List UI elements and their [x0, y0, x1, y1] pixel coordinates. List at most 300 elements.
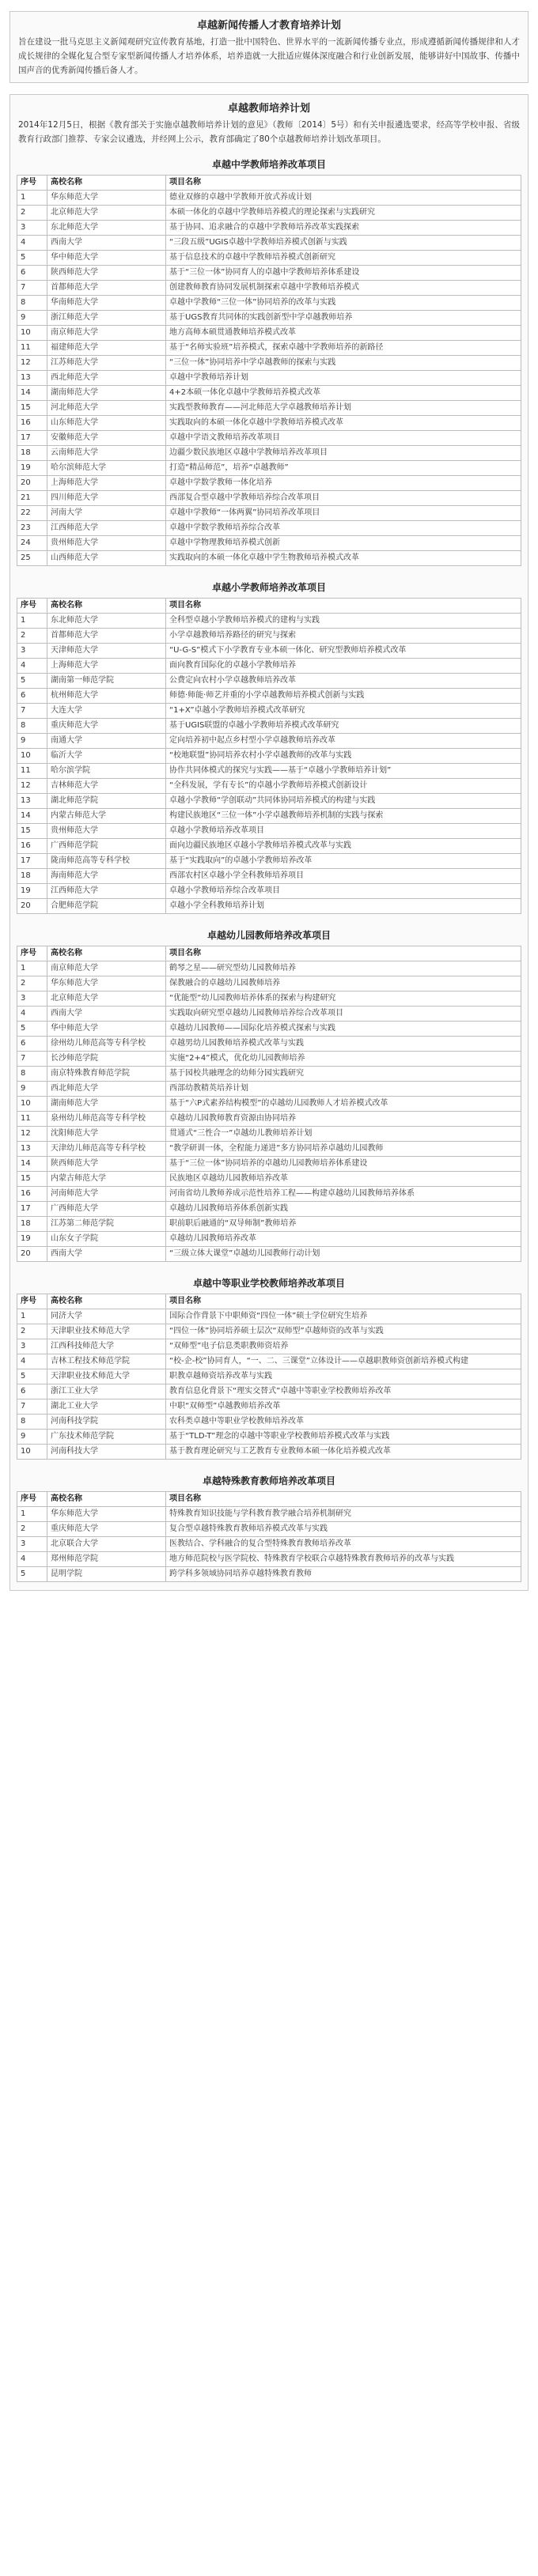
header-project: 项目名称 — [166, 599, 521, 614]
table-row — [17, 401, 521, 416]
table-row — [17, 794, 521, 809]
cell-project: 本硕一体化的卓越中学教师培养模式的理论探索与实践研究 — [166, 206, 521, 221]
table-row — [17, 236, 521, 251]
cell-school: 广西师范学院 — [47, 839, 166, 854]
cell-school: 西南大学 — [47, 1247, 166, 1262]
table-header-row — [17, 946, 521, 961]
cell-project: 基于协同、追求融合的卓越中学教师培养改革实践探索 — [166, 221, 521, 236]
cell-no: 3 — [17, 644, 47, 659]
table-row — [17, 779, 521, 794]
cell-no: 7 — [17, 1052, 47, 1067]
cell-project: 基于“六P式素养结构模型”的卓越幼儿园教师人才培养模式改革 — [166, 1097, 521, 1112]
cell-school: 湖北工业大学 — [47, 1399, 166, 1415]
table-row — [17, 221, 521, 236]
cell-no: 6 — [17, 266, 47, 281]
table-row — [17, 659, 521, 674]
cell-project: 特殊教育知识技能与学科教育教学融合培养机制研究 — [166, 1507, 521, 1522]
teacher-plan-text: 2014年12月5日，根据《教育部关于实施卓越教师培养计划的意见》（教师〔2014〕5号）和有关申报遴选要求，经高等学校申报、省级教育行政部门推荐、专家会议遴选，并经网上公示，教育部确定了80个卓越教师培养计划改革项目。 — [18, 120, 520, 144]
cell-project: 卓越小学教师培养综合改革项目 — [166, 884, 521, 899]
cell-project: 西部幼教精英培养计划 — [166, 1082, 521, 1097]
table-row — [17, 296, 521, 311]
cell-school: 上海师范大学 — [47, 476, 166, 491]
table-row — [17, 1384, 521, 1399]
cell-school: 广西师范大学 — [47, 1202, 166, 1217]
table-row — [17, 341, 521, 356]
cell-no: 21 — [17, 491, 47, 506]
cell-project: 基于“名师实验班”培养模式，探索卓越中学教师培养的新路径 — [166, 341, 521, 356]
cell-project: 农科类卓越中等职业学校教师培养改革 — [166, 1415, 521, 1430]
cell-project: 河南省幼儿教师养成示范性培养工程——构建卓越幼儿园教师培养体系 — [166, 1187, 521, 1202]
table-row — [17, 1097, 521, 1112]
table-row — [17, 1067, 521, 1082]
cell-project: “校-企-校”协同育人，“一、二、三课堂”立体设计——卓越职教师资创新培养模式构建 — [166, 1354, 521, 1369]
cell-school: 广东技术师范学院 — [47, 1430, 166, 1445]
cell-project: 实践取向研究型卓越幼儿园教师培养综合改革项目 — [166, 1007, 521, 1022]
cell-project: 贯通式“三性合一”卓越幼儿教师培养计划 — [166, 1127, 521, 1142]
cell-project: 德业双修的卓越中学教师开放式养成计划 — [166, 191, 521, 206]
cell-project: 师德·师能·师艺并重的小学卓越教师培养模式创新与实践 — [166, 689, 521, 704]
table-row — [17, 991, 521, 1007]
header-no: 序号 — [17, 1492, 47, 1507]
cell-school: 西南大学 — [47, 1007, 166, 1022]
table-row — [17, 266, 521, 281]
header-project: 项目名称 — [166, 1492, 521, 1507]
table-row — [17, 976, 521, 991]
cell-school: 西南大学 — [47, 236, 166, 251]
table-row — [17, 839, 521, 854]
teacher-plan-title: 卓越教师培养计划 — [227, 103, 310, 115]
table-row — [17, 371, 521, 386]
table-header-row — [17, 599, 521, 614]
cell-school: 山东女子学院 — [47, 1232, 166, 1247]
cell-no: 8 — [17, 1415, 47, 1430]
cell-project: 基于UGS教育共同体的实践创新型中学卓越教师培养 — [166, 311, 521, 326]
cell-project: 实践型教师教育——河北师范大学卓越教师培养计划 — [166, 401, 521, 416]
cell-project: 基于园校共融理念的幼师分园实践研究 — [166, 1067, 521, 1082]
table-row — [17, 191, 521, 206]
cell-no: 8 — [17, 1067, 47, 1082]
header-project: 项目名称 — [166, 946, 521, 961]
cell-school: 华东师范大学 — [47, 976, 166, 991]
cell-project: 构建民族地区“三位一体”小学卓越教师培养机制的实践与探索 — [166, 809, 521, 824]
cell-no: 9 — [17, 734, 47, 749]
cell-no: 16 — [17, 1187, 47, 1202]
cell-project: 基于“TLD-T”理念的卓越中等职业学校教师培养模式改革与实践 — [166, 1430, 521, 1445]
cell-project: “三级立体大课堂”卓越幼儿园教师行动计划 — [166, 1247, 521, 1262]
header-school: 高校名称 — [47, 1492, 166, 1507]
cell-school: 南京师范大学 — [47, 326, 166, 341]
cell-school: 重庆师范大学 — [47, 1522, 166, 1537]
table-row — [17, 689, 521, 704]
cell-no: 14 — [17, 386, 47, 401]
table-row — [17, 1522, 521, 1537]
cell-no: 2 — [17, 1324, 47, 1339]
cell-school: 江西师范大学 — [47, 521, 166, 536]
cell-no: 9 — [17, 1082, 47, 1097]
table-row — [17, 899, 521, 914]
table-row — [17, 1445, 521, 1460]
project-table — [17, 175, 521, 566]
project-table — [17, 1294, 521, 1460]
cell-no: 20 — [17, 1247, 47, 1262]
cell-project: 实施“2+4”模式，优化幼儿园教师培养 — [166, 1052, 521, 1067]
cell-school: 河北师范大学 — [47, 401, 166, 416]
cell-project: 卓越幼儿园教师培养改革 — [166, 1232, 521, 1247]
cell-no: 3 — [17, 1537, 47, 1552]
cell-project: 打造“精品师范”，培养“卓越教师” — [166, 461, 521, 476]
cell-no: 1 — [17, 961, 47, 976]
cell-project: 小学卓越教师培养路径的研究与探索 — [166, 629, 521, 644]
cell-project: 4+2本硕一体化卓越中学教师培养模式改革 — [166, 386, 521, 401]
table-row — [17, 734, 521, 749]
cell-school: 沈阳师范大学 — [47, 1127, 166, 1142]
intro-title: 卓越新闻传播人才教育培养计划 — [196, 20, 341, 32]
cell-no: 19 — [17, 461, 47, 476]
cell-school: 河南科技大学 — [47, 1445, 166, 1460]
cell-school: 陕西师范大学 — [47, 1157, 166, 1172]
table-row — [17, 326, 521, 341]
cell-project: 边疆少数民族地区卓越中学教师培养改革项目 — [166, 446, 521, 461]
cell-no: 13 — [17, 794, 47, 809]
cell-no: 1 — [17, 614, 47, 629]
table-row — [17, 1202, 521, 1217]
table-row — [17, 356, 521, 371]
cell-no: 7 — [17, 704, 47, 719]
cell-school: 北京联合大学 — [47, 1537, 166, 1552]
cell-no: 4 — [17, 659, 47, 674]
cell-no: 13 — [17, 371, 47, 386]
table-row — [17, 884, 521, 899]
cell-school: 吉林师范大学 — [47, 779, 166, 794]
cell-no: 6 — [17, 1384, 47, 1399]
table-row — [17, 1112, 521, 1127]
cell-school: 南京师范大学 — [47, 961, 166, 976]
cell-project: 卓越中学物理教师培养模式创新 — [166, 536, 521, 551]
cell-school: 湖北师范学院 — [47, 794, 166, 809]
table-row — [17, 281, 521, 296]
cell-no: 13 — [17, 1142, 47, 1157]
cell-project: 创建教师教育协同发展机制探索卓越中学教师培养模式 — [166, 281, 521, 296]
cell-project: 实践取向的本硕一体化卓越中学生物教师培养模式改革 — [166, 551, 521, 566]
cell-school: 北京师范大学 — [47, 206, 166, 221]
cell-project: 卓越小学全科教师培养计划 — [166, 899, 521, 914]
cell-school: 西北师范大学 — [47, 1082, 166, 1097]
cell-school: 浙江师范大学 — [47, 311, 166, 326]
cell-project: 地方师范院校与医学院校、特殊教育学校联合卓越特殊教育教师培养的改革与实践 — [166, 1552, 521, 1567]
table-row — [17, 824, 521, 839]
cell-no: 18 — [17, 446, 47, 461]
cell-project: 面向边疆民族地区卓越小学教师培养模式改革与实践 — [166, 839, 521, 854]
cell-school: 四川师范大学 — [47, 491, 166, 506]
cell-no: 17 — [17, 854, 47, 869]
cell-school: 安徽师范大学 — [47, 431, 166, 446]
cell-no: 4 — [17, 1552, 47, 1567]
cell-school: 东北师范大学 — [47, 221, 166, 236]
table-row — [17, 491, 521, 506]
table-row — [17, 1142, 521, 1157]
teacher-plan-box — [9, 94, 529, 1591]
section-title: 卓越特殊教育教师培养改革项目 — [202, 1475, 335, 1486]
cell-project: 基于“三位一体”协同培养的卓越幼儿园教师培养体系建设 — [166, 1157, 521, 1172]
table-row — [17, 1339, 521, 1354]
cell-school: 云南师范大学 — [47, 446, 166, 461]
table-row — [17, 1537, 521, 1552]
header-no: 序号 — [17, 946, 47, 961]
cell-school: 首都师范大学 — [47, 629, 166, 644]
table-row — [17, 809, 521, 824]
intro-box — [9, 11, 529, 83]
cell-project: 跨学科多领域协同培养卓越特殊教育教师 — [166, 1567, 521, 1582]
table-row — [17, 961, 521, 976]
table-row — [17, 431, 521, 446]
cell-school: 郑州师范学院 — [47, 1552, 166, 1567]
cell-school: 天津幼儿师范高等专科学校 — [47, 1142, 166, 1157]
cell-school: 合肥师范学院 — [47, 899, 166, 914]
cell-project: 卓越中学数学教师培养综合改革 — [166, 521, 521, 536]
table-row — [17, 749, 521, 764]
cell-no: 7 — [17, 1399, 47, 1415]
project-table — [17, 598, 521, 914]
cell-project: 卓越中学教师培养计划 — [166, 371, 521, 386]
cell-project: 卓越男幼儿园教师培养模式改革与实践 — [166, 1037, 521, 1052]
cell-project: 西部复合型卓越中学教师培养综合改革项目 — [166, 491, 521, 506]
table-row — [17, 416, 521, 431]
header-no: 序号 — [17, 1294, 47, 1309]
cell-no: 19 — [17, 884, 47, 899]
cell-no: 4 — [17, 1007, 47, 1022]
cell-project: “教学研训一体，全程能力递进”多方协同培养卓越幼儿园教师 — [166, 1142, 521, 1157]
header-no: 序号 — [17, 176, 47, 191]
project-table — [17, 1491, 521, 1582]
table-row — [17, 1369, 521, 1384]
cell-school: 昆明学院 — [47, 1567, 166, 1582]
cell-school: 江西科技师范大学 — [47, 1339, 166, 1354]
cell-no: 4 — [17, 1354, 47, 1369]
cell-project: 民族地区卓越幼儿园教师培养改革 — [166, 1172, 521, 1187]
table-row — [17, 1309, 521, 1324]
cell-school: 华东师范大学 — [47, 1507, 166, 1522]
cell-no: 22 — [17, 506, 47, 521]
table-row — [17, 1430, 521, 1445]
cell-no: 3 — [17, 221, 47, 236]
cell-project: “三段五级”UGIS卓越中学教师培养模式创新与实践 — [166, 236, 521, 251]
header-school: 高校名称 — [47, 176, 166, 191]
table-row — [17, 551, 521, 566]
cell-project: 基于“实践取向”的卓越小学教师培养改革 — [166, 854, 521, 869]
cell-no: 8 — [17, 296, 47, 311]
table-row — [17, 506, 521, 521]
cell-no: 3 — [17, 991, 47, 1007]
project-tables — [10, 151, 528, 1582]
cell-no: 2 — [17, 1522, 47, 1537]
table-row — [17, 1082, 521, 1097]
header-no: 序号 — [17, 599, 47, 614]
cell-school: 重庆师范大学 — [47, 719, 166, 734]
header-project: 项目名称 — [166, 1294, 521, 1309]
cell-school: 长沙师范学院 — [47, 1052, 166, 1067]
cell-school: 贵州师范大学 — [47, 536, 166, 551]
cell-no: 1 — [17, 191, 47, 206]
cell-project: 中职“双师型”卓越教师培养改革 — [166, 1399, 521, 1415]
cell-no: 10 — [17, 1097, 47, 1112]
cell-school: 同济大学 — [47, 1309, 166, 1324]
cell-project: 职前职后融通的“双导师制”教师培养 — [166, 1217, 521, 1232]
cell-project: 医教结合、学科融合的复合型特殊教育教师培养改革 — [166, 1537, 521, 1552]
cell-school: 首都师范大学 — [47, 281, 166, 296]
cell-school: 华南师范大学 — [47, 296, 166, 311]
cell-project: 基于UGIS联盟的卓越小学教师培养模式改革研究 — [166, 719, 521, 734]
cell-school: 华中师范大学 — [47, 251, 166, 266]
cell-project: 卓越中学语文教师培养改革项目 — [166, 431, 521, 446]
cell-school: 浙江工业大学 — [47, 1384, 166, 1399]
table-row — [17, 1232, 521, 1247]
cell-no: 11 — [17, 341, 47, 356]
cell-no: 5 — [17, 1022, 47, 1037]
cell-no: 20 — [17, 476, 47, 491]
cell-school: 大连大学 — [47, 704, 166, 719]
cell-project: 基于信息技术的卓越中学教师培养模式创新研究 — [166, 251, 521, 266]
table-row — [17, 719, 521, 734]
cell-project: 基于“三位一体”协同育人的卓越中学教师培养体系建设 — [166, 266, 521, 281]
cell-project: 卓越中学数学教师一体化培养 — [166, 476, 521, 491]
cell-school: 湖南第一师范学院 — [47, 674, 166, 689]
cell-school: 河南大学 — [47, 506, 166, 521]
cell-school: 天津职业技术师范大学 — [47, 1324, 166, 1339]
cell-school: 山西师范大学 — [47, 551, 166, 566]
cell-project: “四位一体”协同培养硕士层次“双师型”卓越师资的改革与实践 — [166, 1324, 521, 1339]
section-title: 卓越中等职业学校教师培养改革项目 — [192, 1278, 345, 1289]
cell-project: “1+X”卓越小学教师培养模式改革研究 — [166, 704, 521, 719]
cell-project: “双师型”电子信息类职教师资培养 — [166, 1339, 521, 1354]
cell-project: 全科型卓越小学教师培养模式的建构与实践 — [166, 614, 521, 629]
cell-project: 卓越小学教师培养改革项目 — [166, 824, 521, 839]
cell-project: 职教卓越师资培养改革与实践 — [166, 1369, 521, 1384]
table-row — [17, 674, 521, 689]
cell-school: 上海师范大学 — [47, 659, 166, 674]
cell-project: 复合型卓越特殊教育教师培养模式改革与实践 — [166, 1522, 521, 1537]
table-row — [17, 1187, 521, 1202]
cell-project: 协作共同体模式的探究与实践——基于“卓越小学教师培养计划” — [166, 764, 521, 779]
table-row — [17, 1354, 521, 1369]
cell-school: 北京师范大学 — [47, 991, 166, 1007]
section-title: 卓越小学教师培养改革项目 — [211, 582, 326, 593]
cell-no: 15 — [17, 401, 47, 416]
cell-school: 西北师范大学 — [47, 371, 166, 386]
cell-project: “全科发展，学有专长”的卓越小学教师培养模式创新设计 — [166, 779, 521, 794]
table-row — [17, 1247, 521, 1262]
section-title: 卓越中学教师培养改革项目 — [211, 159, 326, 170]
cell-no: 18 — [17, 869, 47, 884]
project-table — [17, 946, 521, 1262]
cell-no: 5 — [17, 1369, 47, 1384]
cell-no: 6 — [17, 689, 47, 704]
header-school: 高校名称 — [47, 946, 166, 961]
intro-text: 旨在建设一批马克思主义新闻观研究宣传教育基地，打造一批中国特色、世界水平的一流新闻传播专业点，形成遵循新闻传播规律和人才成长规律的全媒化复合型专家型新闻传播人才培养体系，培养造就一大批适应媒体深度融合和行业创新发展，能够讲好中国故事、传播中国声音的优秀新闻传播后备人才。 — [18, 37, 520, 75]
table-row — [17, 446, 521, 461]
cell-project: 国际合作背景下中职师资“四位一体”硕士学位研究生培养 — [166, 1309, 521, 1324]
cell-no: 11 — [17, 1112, 47, 1127]
table-row — [17, 1037, 521, 1052]
cell-school: 江苏第二师范学院 — [47, 1217, 166, 1232]
cell-no: 14 — [17, 809, 47, 824]
table-row — [17, 521, 521, 536]
cell-school: 山东师范大学 — [47, 416, 166, 431]
cell-project: 保教融合的卓越幼儿园教师培养 — [166, 976, 521, 991]
cell-school: 泉州幼儿师范高等专科学校 — [47, 1112, 166, 1127]
cell-project: 卓越小学教师“学创联动”共同体协同培养模式的构建与实践 — [166, 794, 521, 809]
cell-school: 临沂大学 — [47, 749, 166, 764]
table-row — [17, 1217, 521, 1232]
cell-no: 4 — [17, 236, 47, 251]
cell-no: 15 — [17, 824, 47, 839]
table-header-row — [17, 1294, 521, 1309]
cell-school: 内蒙古师范大学 — [47, 1172, 166, 1187]
cell-project: 卓越中学教师“三位一体”协同培养的改革与实践 — [166, 296, 521, 311]
cell-no: 3 — [17, 1339, 47, 1354]
cell-school: 华中师范大学 — [47, 1022, 166, 1037]
cell-project: 卓越幼儿园教师培养体系创新实践 — [166, 1202, 521, 1217]
table-row — [17, 476, 521, 491]
cell-school: 贵州师范大学 — [47, 824, 166, 839]
table-row — [17, 536, 521, 551]
table-row — [17, 614, 521, 629]
cell-no: 12 — [17, 1127, 47, 1142]
cell-project: 鹤琴之星——研究型幼儿园教师培养 — [166, 961, 521, 976]
table-row — [17, 644, 521, 659]
cell-no: 18 — [17, 1217, 47, 1232]
table-row — [17, 1415, 521, 1430]
cell-school: 天津师范大学 — [47, 644, 166, 659]
cell-project: “U-G-S”模式下小学教育专业本硕一体化、研究型教师培养模式改革 — [166, 644, 521, 659]
table-row — [17, 1507, 521, 1522]
cell-school: 河南科技学院 — [47, 1415, 166, 1430]
cell-no: 5 — [17, 1567, 47, 1582]
cell-school: 陇南师范高等专科学校 — [47, 854, 166, 869]
cell-no: 2 — [17, 629, 47, 644]
table-row — [17, 1157, 521, 1172]
cell-school: 哈尔滨师范大学 — [47, 461, 166, 476]
cell-no: 16 — [17, 416, 47, 431]
cell-school: 哈尔滨学院 — [47, 764, 166, 779]
cell-school: 华东师范大学 — [47, 191, 166, 206]
cell-school: 杭州师范大学 — [47, 689, 166, 704]
cell-school: 吉林工程技术师范学院 — [47, 1354, 166, 1369]
cell-school: 江苏师范大学 — [47, 356, 166, 371]
cell-project: 公费定向农村小学卓越教师培养改革 — [166, 674, 521, 689]
cell-no: 2 — [17, 976, 47, 991]
table-row — [17, 1022, 521, 1037]
cell-school: 江西师范大学 — [47, 884, 166, 899]
cell-no: 16 — [17, 839, 47, 854]
table-row — [17, 1552, 521, 1567]
cell-school: 徐州幼儿师范高等专科学校 — [47, 1037, 166, 1052]
cell-no: 1 — [17, 1507, 47, 1522]
cell-school: 河南师范大学 — [47, 1187, 166, 1202]
cell-project: 卓越幼儿园教师——国际化培养模式探索与实践 — [166, 1022, 521, 1037]
cell-no: 2 — [17, 206, 47, 221]
cell-no: 1 — [17, 1309, 47, 1324]
cell-project: 基于教育理论研究与工艺教育专业教师本硕一体化培养模式改革 — [166, 1445, 521, 1460]
table-row — [17, 869, 521, 884]
cell-school: 福建师范大学 — [47, 341, 166, 356]
cell-no: 24 — [17, 536, 47, 551]
cell-project: 卓越中学教师“一体两翼”协同培养改革项目 — [166, 506, 521, 521]
table-row — [17, 764, 521, 779]
cell-no: 10 — [17, 749, 47, 764]
table-row — [17, 704, 521, 719]
table-row — [17, 1324, 521, 1339]
cell-no: 9 — [17, 311, 47, 326]
